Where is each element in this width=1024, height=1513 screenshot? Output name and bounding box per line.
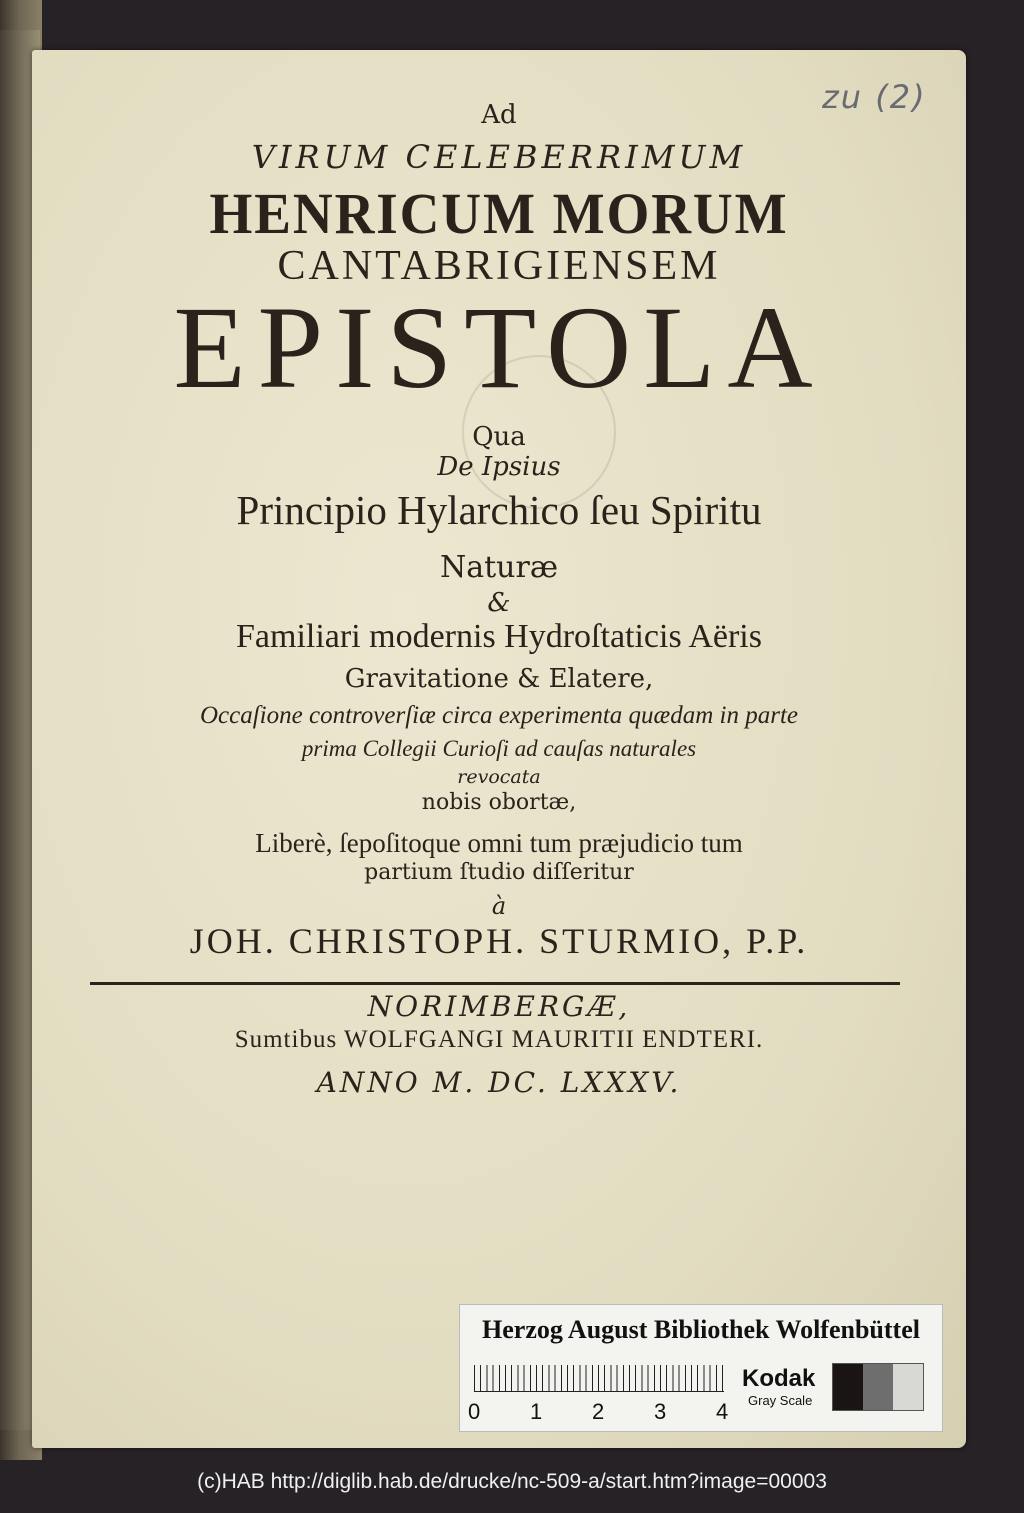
line-nobis: nobis obortæ, [421,790,577,815]
line-occasione: Occaſione controverſiæ circa experimenta quædam in parte [199,702,798,729]
ruler-number: 0 [468,1399,481,1424]
swatch-black [833,1364,863,1410]
title-ad: Ad [481,100,517,130]
line-familiari: Familiari modernis Hydroſtaticis Aëris [236,618,762,655]
line-partium: partium ſtudio diſſeritur [364,860,634,885]
swatch-white [893,1364,923,1410]
ruler-scale [474,1365,724,1392]
imprint-publisher: Sumtibus WOLFGANGI MAURITII ENDTERI. [234,1026,764,1053]
colorbar-title: Herzog August Bibliothek Wolfenbüttel [482,1315,920,1344]
title-epistola: EPISTOLA [173,282,825,413]
title-virum: VIRUM CELEBERRIMUM [251,138,747,176]
line-a: à [491,892,507,920]
swatch-gray [863,1364,893,1410]
gray-scale-label: Gray Scale [748,1393,813,1408]
line-de-ipsius: De Ipsius [437,452,561,482]
line-gravitatione: Gravitatione & Elatere, [344,664,654,694]
ruler-number: 2 [592,1399,605,1424]
ruler-number: 4 [716,1399,729,1424]
ruler-numbers [468,1399,738,1423]
margin-note: zu (2) [822,78,927,116]
line-ampersand: & [487,588,511,618]
color-calibration-card [459,1304,943,1432]
title-page [32,50,966,1448]
line-prima: prima Collegii Curioſi ad cauſas naturales [301,736,697,761]
ruler-number: 1 [530,1399,543,1424]
imprint-place: NORIMBERGÆ, [367,990,631,1023]
gray-swatches [832,1363,924,1411]
title-cantabrigiensem: CANTABRIGIENSEM [277,243,721,289]
divider-rule [90,982,900,985]
line-qua: Qua [472,422,526,452]
kodak-logo: Kodak [742,1365,816,1392]
imprint-year: ANNO M. DC. LXXXV. [316,1066,682,1099]
line-revocata: revocata [457,766,541,788]
line-principio: Principio Hylarchico ſeu Spiritu [236,487,762,533]
author-line: JOH. CHRISTOPH. STURMIO, P.P. [189,921,809,961]
copyright-footer: (c)HAB http://diglib.hab.de/drucke/nc-509-a/start.htm?image=00003 [197,1470,827,1493]
ruler-number: 3 [654,1399,667,1424]
line-libere: Liberè, ſepoſitoque omni tum præjudicio tum [255,828,743,858]
line-naturae: Naturæ [439,550,559,585]
title-henricum: HENRICUM MORUM [209,181,789,246]
